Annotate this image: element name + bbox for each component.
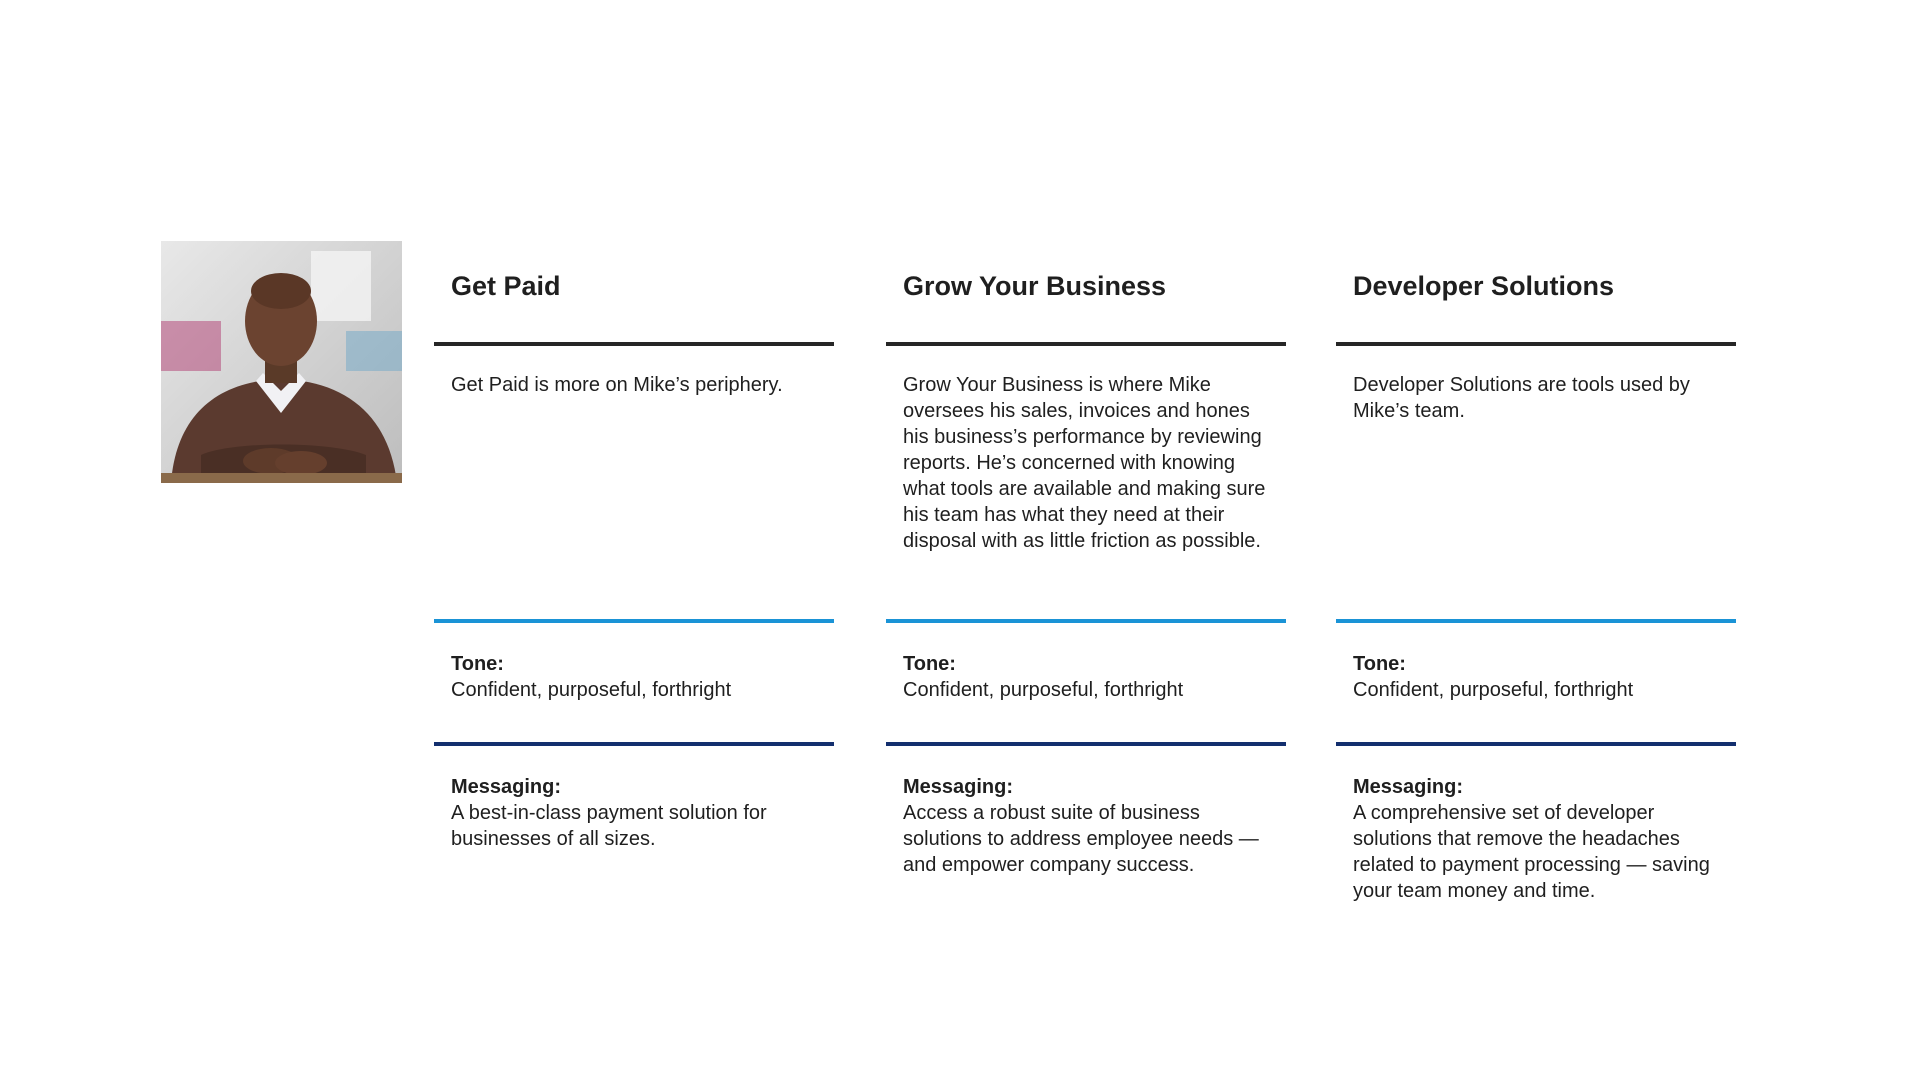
tone-section bbox=[451, 651, 826, 703]
tone-label: Tone: bbox=[1353, 653, 1406, 675]
divider bbox=[886, 742, 1286, 746]
persona-photo bbox=[161, 241, 402, 483]
divider bbox=[1336, 342, 1736, 346]
column-description: Developer Solutions are tools used by Mike’s team. bbox=[1353, 374, 1690, 422]
tone-section bbox=[903, 651, 1278, 703]
messaging-label: Messaging: bbox=[903, 776, 1014, 798]
tone-label: Tone: bbox=[451, 653, 504, 675]
divider bbox=[886, 619, 1286, 623]
divider bbox=[434, 342, 834, 346]
column-title: Developer Solutions bbox=[1353, 271, 1615, 301]
messaging-label: Messaging: bbox=[1353, 776, 1464, 798]
divider bbox=[434, 619, 834, 623]
column-description: Grow Your Business is where Mike oversees his sales, invoices and hones his business’s performance by reviewing reports. He’s concerned with knowing what tools are available and making sure his team has what they need at their disposal with as little friction as possible. bbox=[903, 374, 1266, 552]
tone-text: Confident, purposeful, forthright bbox=[1353, 679, 1634, 701]
messaging-text: A best-in-class payment solution for businesses of all sizes. bbox=[451, 802, 767, 850]
tone-section bbox=[1353, 651, 1728, 703]
divider bbox=[1336, 619, 1736, 623]
tone-text: Confident, purposeful, forthright bbox=[451, 679, 732, 701]
messaging-label: Messaging: bbox=[451, 776, 562, 798]
divider bbox=[1336, 742, 1736, 746]
tone-label: Tone: bbox=[903, 653, 956, 675]
messaging-text: Access a robust suite of business solutions to address employee needs — and empower company success. bbox=[903, 802, 1259, 876]
divider bbox=[434, 742, 834, 746]
messaging-section bbox=[1353, 774, 1728, 904]
column-title: Grow Your Business bbox=[903, 271, 1167, 301]
messaging-section bbox=[451, 774, 826, 852]
divider bbox=[886, 342, 1286, 346]
column-description: Get Paid is more on Mike’s periphery. bbox=[451, 374, 783, 396]
messaging-section bbox=[903, 774, 1278, 878]
tone-text: Confident, purposeful, forthright bbox=[903, 679, 1184, 701]
column-title: Get Paid bbox=[451, 271, 561, 301]
messaging-text: A comprehensive set of developer solutions that remove the headaches related to payment processing — saving your team money and time. bbox=[1353, 802, 1710, 902]
